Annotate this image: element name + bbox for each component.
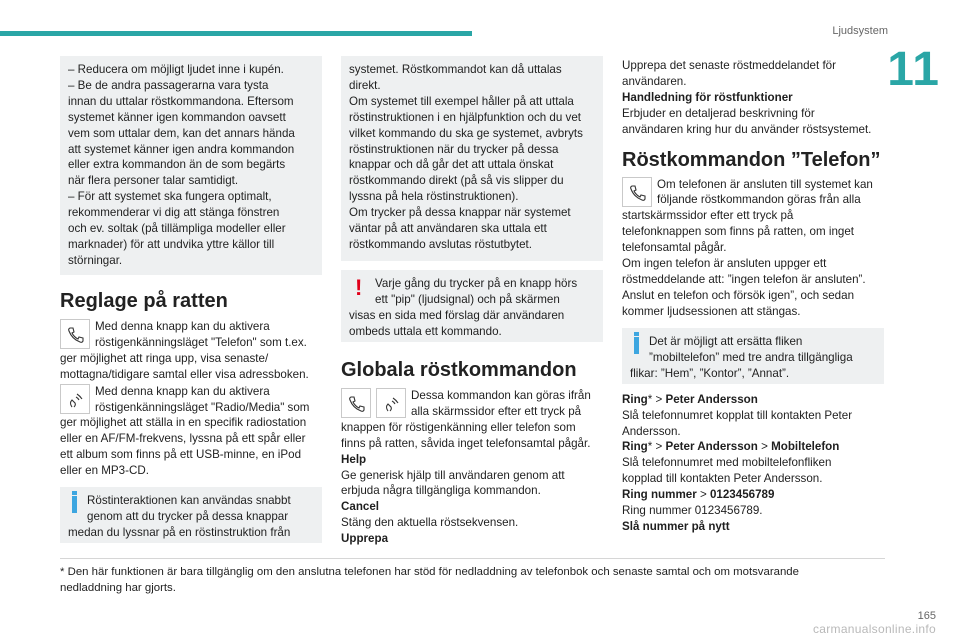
voice-command-icon bbox=[376, 388, 406, 418]
phone-text: Anslut en telefon och försök igen”, och sedan bbox=[622, 288, 855, 302]
phone-icon bbox=[60, 319, 90, 349]
command-desc: Stäng den aktuella röstsekvensen. bbox=[341, 516, 519, 530]
info-text: vilket kommando du ska ge systemet, avbryts bbox=[349, 126, 583, 140]
repeat-desc: Upprepa det senaste röstmeddelandet för bbox=[622, 59, 836, 72]
info-text: systemet. Röstkommandot kan då uttalas bbox=[349, 63, 562, 76]
phone-icon bbox=[341, 388, 371, 418]
intro-text: Dessa kommandon kan göras ifrån bbox=[411, 389, 591, 402]
tips-box bbox=[60, 56, 322, 275]
global-intro bbox=[341, 388, 603, 452]
tips-line: systemet känner igen kommandon oavsett bbox=[68, 110, 286, 124]
top-accent-bar bbox=[0, 31, 472, 36]
warning-text: visas en sida med förslag där användaren bbox=[349, 308, 565, 322]
command-guide: Handledning för röstfunktioner bbox=[622, 90, 793, 104]
heading-steering-controls: Reglage på ratten bbox=[60, 290, 228, 312]
item-text: Med denna knapp kan du aktivera bbox=[95, 320, 270, 333]
phone-text: röstmeddelande att: ”ingen telefon är ansluten”. bbox=[622, 272, 866, 286]
chapter-number: 11 bbox=[887, 43, 940, 96]
item-text: röstigenkänningsläget "Radio/Media" som bbox=[95, 400, 310, 414]
phone-text: telefonknappen som finns på ratten, om inget bbox=[622, 225, 855, 239]
column-2 bbox=[341, 56, 603, 547]
phone-button-item bbox=[60, 319, 322, 383]
info-text: röstkommando avslutas röstutbytet. bbox=[349, 237, 533, 251]
intro-text: finns på ratten, såvida inget telefonsamtal pågår. bbox=[341, 436, 591, 450]
phone-commands-intro bbox=[622, 177, 884, 320]
info-box bbox=[622, 328, 884, 384]
info-icon bbox=[634, 337, 639, 354]
phone-text: telefonsamtal pågår. bbox=[622, 241, 727, 255]
command-cancel: Cancel bbox=[341, 500, 380, 514]
column-3 bbox=[622, 58, 884, 535]
item-text: röstigenkänningsläget "Telefon" som t.ex. bbox=[95, 335, 307, 349]
tips-line: störningar. bbox=[68, 253, 123, 267]
watermark: carmanualsonline.info bbox=[812, 622, 936, 636]
phone-text: Om ingen telefon är ansluten uppger ett bbox=[622, 257, 827, 271]
command-list bbox=[622, 392, 884, 535]
tips-line: – Be de andra passagerarna vara tysta bbox=[68, 78, 269, 92]
info-text: Om systemet till exempel håller på att uttala bbox=[349, 94, 574, 108]
info-text: röstkommando direkt (på så vis slipper du bbox=[349, 174, 564, 188]
tips-line: att systemet känner igen andra kommandon bbox=[68, 142, 295, 156]
command-desc: Slå telefonnumret med mobiltelefonfliken bbox=[622, 456, 832, 470]
heading-phone-commands: Röstkommandon ”Telefon” bbox=[622, 148, 881, 171]
item-text: ger möjlighet att ställa in en specifik radiostation bbox=[60, 416, 307, 430]
info-text: Röstinteraktionen kan användas snabbt bbox=[87, 494, 291, 508]
command-call-mobile: Ring* > Peter Andersson > Mobiltelefon bbox=[622, 440, 840, 454]
item-text: ger möjlighet att ringa upp, visa senaste/ bbox=[60, 351, 269, 365]
intro-text: knappen för röstigenkänning eller telefon som bbox=[341, 420, 576, 434]
info-text: knappar och då går det att uttala önskat bbox=[349, 158, 554, 172]
phone-text: kommer ljudsessionen att stängas. bbox=[622, 304, 801, 318]
info-text: lyssna på hela röstinstruktionen). bbox=[349, 190, 519, 204]
warning-text: ombeds uttala ett kommando. bbox=[349, 324, 502, 338]
tips-line: marknader) för att undvika yttre källor till bbox=[68, 237, 275, 251]
section-title: Ljudsystem bbox=[832, 25, 888, 37]
phone-text: följande röstkommandon göras från alla bbox=[657, 193, 861, 207]
command-redial: Slå nummer på nytt bbox=[622, 519, 730, 533]
heading-global-commands: Globala röstkommandon bbox=[341, 359, 577, 381]
phone-icon bbox=[622, 177, 652, 207]
intro-text: alla skärmssidor efter ett tryck på bbox=[411, 404, 582, 418]
footnote bbox=[60, 564, 885, 596]
command-desc: Ring nummer 0123456789. bbox=[622, 504, 763, 518]
guide-desc: Erbjuder en detaljerad beskrivning för bbox=[622, 106, 815, 120]
command-call-number: Ring nummer > 0123456789 bbox=[622, 488, 775, 502]
info-text: väntar på att användaren ska uttala ett bbox=[349, 222, 547, 236]
info-box-continued bbox=[341, 56, 603, 261]
tips-line: – Reducera om möjligt ljudet inne i kupén. bbox=[68, 63, 284, 76]
command-desc: kopplad till kontakten Peter Andersson. bbox=[622, 472, 823, 486]
page-number: 165 bbox=[917, 610, 936, 622]
warning-text: ett "pip" (ljudsignal) och på skärmen bbox=[375, 292, 560, 306]
phone-text: startskärmssidor efter ett tryck på bbox=[622, 209, 794, 223]
tips-line: och ev. soltak (på tillämpliga modeller eller bbox=[68, 222, 286, 236]
tips-line: rekommenderar vi dig att stänga fönstren bbox=[68, 206, 280, 220]
tips-line: innan du uttalar röstkommandona. Eftersom bbox=[68, 94, 294, 108]
repeat-desc: användaren. bbox=[622, 74, 687, 88]
warning-box bbox=[341, 270, 603, 342]
phone-text: Om telefonen är ansluten till systemet kan bbox=[657, 177, 873, 191]
guide-desc: användaren kring hur du använder röstsystemet. bbox=[622, 122, 872, 136]
voice-command-icon bbox=[60, 384, 90, 414]
command-help: Help bbox=[341, 452, 367, 466]
info-text: röstinstruktionen när du trycker på dessa bbox=[349, 142, 559, 156]
footnote-line: nedladdning har gjorts. bbox=[60, 582, 176, 594]
footnote-divider bbox=[60, 558, 885, 559]
info-box bbox=[60, 487, 322, 543]
item-text: ett album som finns på ett USB-minne, en iPod bbox=[60, 448, 302, 462]
info-text: ”mobiltelefon” med tre andra tillgängliga bbox=[649, 350, 853, 364]
command-desc: erbjuda några tillgängliga kommandon. bbox=[341, 484, 541, 498]
info-text: medan du lyssnar på en röstinstruktion från bbox=[68, 525, 291, 539]
command-call-contact: Ring* > Peter Andersson bbox=[622, 392, 758, 406]
warning-text: Varje gång du trycker på en knapp hörs bbox=[375, 277, 578, 290]
item-text: Med denna knapp kan du aktivera bbox=[95, 384, 270, 398]
command-repeat: Upprepa bbox=[341, 532, 389, 546]
item-text: mottagna/tidigare samtal eller visa adressboken. bbox=[60, 367, 309, 381]
item-text: eller en AF/FM-frekvens, lyssna på ett spår eller bbox=[60, 432, 306, 446]
command-desc: Andersson. bbox=[622, 424, 681, 438]
info-text: direkt. bbox=[349, 78, 381, 92]
item-text: eller en MP3-CD. bbox=[60, 464, 149, 478]
warning-icon: ! bbox=[355, 275, 363, 300]
footnote-line: * Den här funktionen är bara tillgänglig om den anslutna telefonen har stöd för nedladdning av telefonbok och senaste samtal och om motsvarande bbox=[60, 566, 799, 578]
tips-line: – För att systemet ska fungera optimalt, bbox=[68, 190, 272, 204]
info-icon bbox=[72, 496, 77, 513]
column-1 bbox=[60, 56, 322, 543]
tips-line: när flera personer talar samtidigt. bbox=[68, 174, 239, 188]
info-text: Det är möjligt att ersätta fliken bbox=[649, 334, 803, 348]
command-desc: Ge generisk hjälp till användaren genom att bbox=[341, 468, 565, 482]
tips-line: vem som uttalar dem, kan det annars hända bbox=[68, 126, 295, 140]
command-desc: Slå telefonnumret kopplat till kontakten Peter bbox=[622, 408, 853, 422]
tips-line: eller extra kommandon än de som begärts bbox=[68, 158, 286, 172]
info-text: genom att du trycker på dessa knappar bbox=[87, 509, 289, 523]
voice-button-item bbox=[60, 384, 322, 479]
info-text: röstinstruktionen i en hjälpfunktion och du vet bbox=[349, 110, 582, 124]
info-text: flikar: ”Hem”, ”Kontor”, ”Annat”. bbox=[630, 366, 790, 380]
info-text: Om trycker på dessa knappar när systemet bbox=[349, 206, 571, 220]
